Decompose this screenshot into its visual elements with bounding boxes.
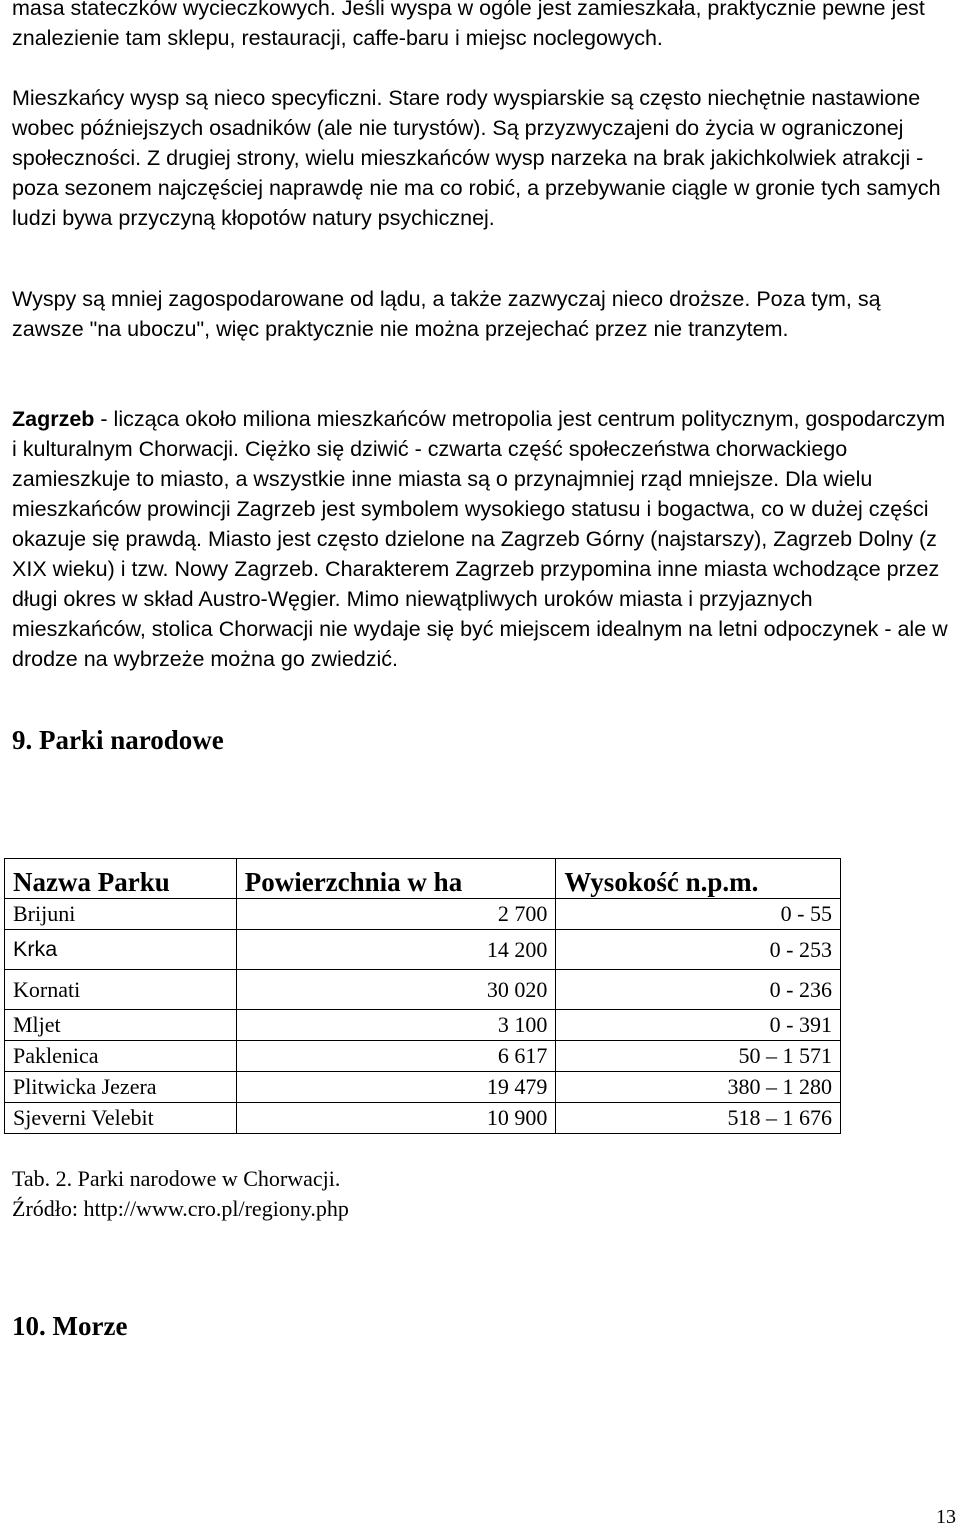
- park-name: Krka: [5, 930, 237, 970]
- table-row: [5, 899, 841, 930]
- column-header-name: Nazwa Parku: [5, 859, 237, 899]
- park-name: Brijuni: [5, 899, 237, 930]
- park-altitude: 0 - 253: [556, 930, 841, 970]
- table-header-row: [5, 859, 841, 899]
- paragraph-island-residents: Mieszkańcy wysp są nieco specyficzni. Stare rody wyspiarskie są często niechętnie nastawione wobec późniejszych osadników (ale nie turystów). Są przyzwyczajeni do życia w ograniczonej społeczności. Z drugiej strony, wielu mieszkańców wysp narzeka na brak jakichkolwiek atrakcji - poza sezonem najczęściej naprawdę nie ma co robić, a przebywanie ciągle w gronie tych samych ludzi bywa przyczyną kłopotów natury psychicznej.: [12, 86, 941, 230]
- table-row: [5, 1041, 841, 1072]
- park-area: 19 479: [236, 1072, 556, 1103]
- park-altitude: 0 - 55: [556, 899, 841, 930]
- park-area: 14 200: [236, 930, 556, 970]
- column-header-area: Powierzchnia w ha: [236, 859, 556, 899]
- paragraph-zagreb: [12, 404, 952, 674]
- paragraph-intro: masa stateczków wycieczkowych. Jeśli wyspa w ogóle jest zamieszkała, praktycznie pewne jest znalezienie tam sklepu, restauracji, caffe-baru i miejsc noclegowych.: [12, 0, 925, 50]
- park-area: 6 617: [236, 1041, 556, 1072]
- section-heading-sea: 10. Morze: [12, 1311, 128, 1341]
- national-parks-table: [4, 858, 841, 1134]
- park-name: Plitwicka Jezera: [5, 1072, 237, 1103]
- park-name: Mljet: [5, 1010, 237, 1041]
- zagreb-description: - licząca około miliona mieszkańców metropolia jest centrum politycznym, gospodarczym i kulturalnym Chorwacji. Ciężko się dziwić - czwarta część społeczeństwa chorwackiego zamieszkuje to miasto, a wszystkie inne miasta są o przynajmniej rząd mniejsze. Dla wielu mieszkańców prowincji Zagrzeb jest symbolem wysokiego statusu i bogactwa, co w dużej części okazuje się prawdą. Miasto jest często dzielone na Zagrzeb Górny (najstarszy), Zagrzeb Dolny (z XIX wieku) i tzw. Nowy Zagrzeb. Charakterem Zagrzeb przypomina inne miasta wchodzące przez długi okres w skład Austro-Węgier. Mimo niewątpliwych uroków miasta i przyjaznych mieszkańców, stolica Chorwacji nie wydaje się być miejscem idealnym na letni odpoczynek - ale w drodze na wybrzeże można go zwiedzić.: [12, 407, 948, 671]
- park-name: Kornati: [5, 970, 237, 1010]
- park-area: 2 700: [236, 899, 556, 930]
- table-row: [5, 1072, 841, 1103]
- table-caption: Tab. 2. Parki narodowe w Chorwacji.: [12, 1166, 341, 1191]
- park-altitude: 380 – 1 280: [556, 1072, 841, 1103]
- section-heading-parks: 9. Parki narodowe: [12, 725, 224, 755]
- column-header-altitude: Wysokość n.p.m.: [556, 859, 841, 899]
- park-altitude: 518 – 1 676: [556, 1103, 841, 1134]
- park-altitude: 50 – 1 571: [556, 1041, 841, 1072]
- park-altitude: 0 - 236: [556, 970, 841, 1010]
- park-area: 10 900: [236, 1103, 556, 1134]
- zagreb-term: Zagrzeb: [12, 407, 95, 431]
- park-area: 3 100: [236, 1010, 556, 1041]
- park-name: Paklenica: [5, 1041, 237, 1072]
- table-row: [5, 1010, 841, 1041]
- table-source: Źródło: http://www.cro.pl/regiony.php: [12, 1196, 349, 1221]
- table-row: [5, 1103, 841, 1134]
- park-area: 30 020: [236, 970, 556, 1010]
- page-number: 13: [936, 1506, 956, 1528]
- table-row: [5, 970, 841, 1010]
- park-altitude: 0 - 391: [556, 1010, 841, 1041]
- park-name: Sjeverni Velebit: [5, 1103, 237, 1134]
- paragraph-islands-economy: Wyspy są mniej zagospodarowane od lądu, a także zazwyczaj nieco droższe. Poza tym, są zawsze "na uboczu", więc praktycznie nie można przejechać przez nie tranzytem.: [12, 287, 881, 341]
- table-row: [5, 930, 841, 970]
